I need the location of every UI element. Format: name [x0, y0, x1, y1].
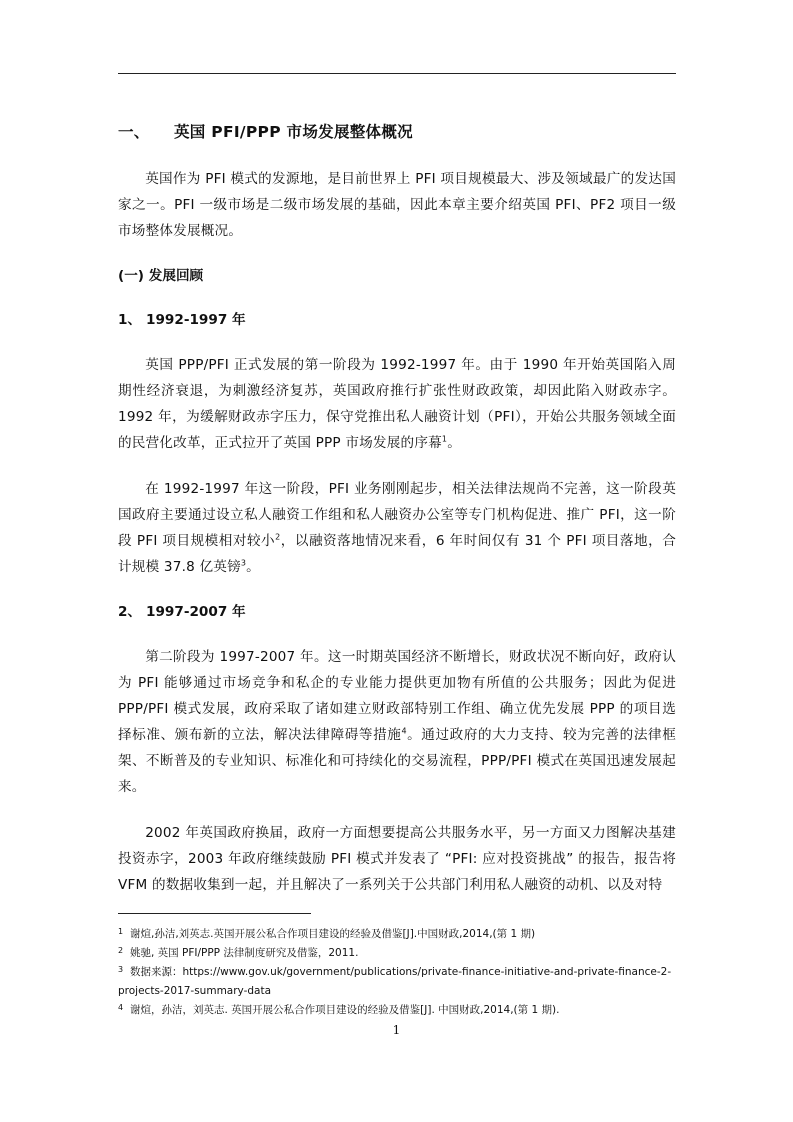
header-rule: [118, 73, 676, 74]
footnote-separator: [118, 913, 311, 914]
chapter-title: 英国 PFI/PPP 市场发展整体概况: [174, 123, 413, 141]
page-number: 1: [392, 1023, 401, 1037]
section-heading: (一) 发展回顾: [118, 268, 204, 284]
footnote-number: 2: [118, 946, 124, 955]
chapter-number: 一、: [118, 123, 150, 141]
paragraph-text: 。通过政府的大力支持、较为完善的法律框架、不断普及的专业知识、标准化和可持续化的交易流程，PPP/PFI 模式在英国迅速发展起来。: [118, 727, 676, 795]
intro-paragraph: 英国作为 PFI 模式的发源地，是目前世界上 PFI 项目规模最大、涉及领域最广的发达国家之一。PFI 一级市场是二级市场发展的基础，因此本章主要介绍英国 PFI、PF2 项目一级市场整体发展概况。: [118, 171, 676, 239]
chapter-heading: [118, 120, 676, 144]
subsection-title-2: 1997-2007 年: [146, 604, 246, 620]
footnote-ref-1[interactable]: 1: [441, 434, 448, 444]
footnote-number: 1: [118, 927, 124, 936]
subsection-title-1: 1992-1997 年: [146, 312, 246, 328]
footnote-4: [118, 1001, 676, 1020]
footnote-ref-3[interactable]: 3: [240, 558, 247, 568]
footnote-text: 谢煊，孙洁，刘英志. 英国开展公私合作项目建设的经验及借鉴[J]. 中国财政,2014,(第 1 期).: [130, 1004, 560, 1016]
footnote-ref-4[interactable]: 4: [401, 726, 407, 736]
paragraph-stage2-a: [118, 644, 676, 800]
paragraph-end: 。: [246, 559, 260, 575]
paragraph-text: ，以融资落地情况来看，6 年时间仅有 31 个 PFI 项目落地，合计规模 37.8 亿英镑: [118, 533, 676, 575]
document-body: [118, 118, 676, 918]
paragraph-text: 在 1992-1997 年这一阶段，PFI 业务刚刚起步，相关法律法规尚不完善，这一阶段英国政府主要通过设立私人融资工作组和私人融资办公室等专门机构促进、推广 PFI，这一阶段 PFI 项目规模相对较小: [118, 481, 676, 549]
paragraph-stage2-b: 2002 年英国政府换届，政府一方面想要提高公共服务水平，另一方面又力图解决基建投资赤字，2003 年政府继续鼓励 PFI 模式并发表了 “PFI: 应对投资挑战” 的报告，报告将 VFM 的数据收集到一起，并且解决了一系列关于公共部门利用私人融资的动机、以及对特: [118, 825, 676, 893]
footnote-number: 4: [118, 1003, 124, 1012]
paragraph-text: 英国 PPP/PFI 正式发展的第一阶段为 1992-1997 年。由于 1990 年开始英国陷入周期性经济衰退，为刺激经济复苏，英国政府推行扩张性财政政策，却因此陷入财政赤字。1992 年，为缓解财政赤字压力，保守党推出私人融资计划（PFI），开始公共服务领域全面的民营化改革，正式拉开了英国 PPP 市场发展的序幕: [118, 357, 676, 451]
footnote-text[interactable]: 数据来源：https://www.gov.uk/government/publications/private-finance-initiative-and-private-finance-2-projects-2017-summary-data: [118, 966, 672, 997]
subsection-number-2: 2、: [118, 604, 142, 620]
footnote-ref-2[interactable]: 2: [275, 532, 281, 542]
footnote-number: 3: [118, 965, 124, 974]
footnote-2: [118, 944, 676, 963]
footnote-text: 姚驰, 英国 PFI/PPP 法律制度研究及借鉴，2011.: [130, 947, 359, 959]
footnote-text: 谢煊,孙洁,刘英志.英国开展公私合作项目建设的经验及借鉴[J].中国财政,2014,(第 1 期): [130, 928, 536, 940]
subsection-heading-2: [118, 600, 676, 624]
footnote-3: [118, 963, 676, 1001]
subsection-number-1: 1、: [118, 312, 142, 328]
footnote-1: [118, 925, 676, 944]
subsection-heading-1: [118, 308, 676, 332]
paragraph-stage1-b: [118, 476, 676, 580]
paragraph-end: 。: [447, 435, 461, 451]
paragraph-text: 第二阶段为 1997-2007 年。这一时期英国经济不断增长，财政状况不断向好，政府认为 PFI 能够通过市场竞争和私企的专业能力提供更加物有所值的公共服务；因此为促进 PPP/PFI 模式发展，政府采取了诸如建立财政部特别工作组、确立优先发展 PPP 的项目选择标准、颁布新的立法，解决法律障碍等措施: [118, 649, 676, 743]
paragraph-stage1-a: [118, 352, 676, 456]
footnotes: [118, 925, 676, 1020]
